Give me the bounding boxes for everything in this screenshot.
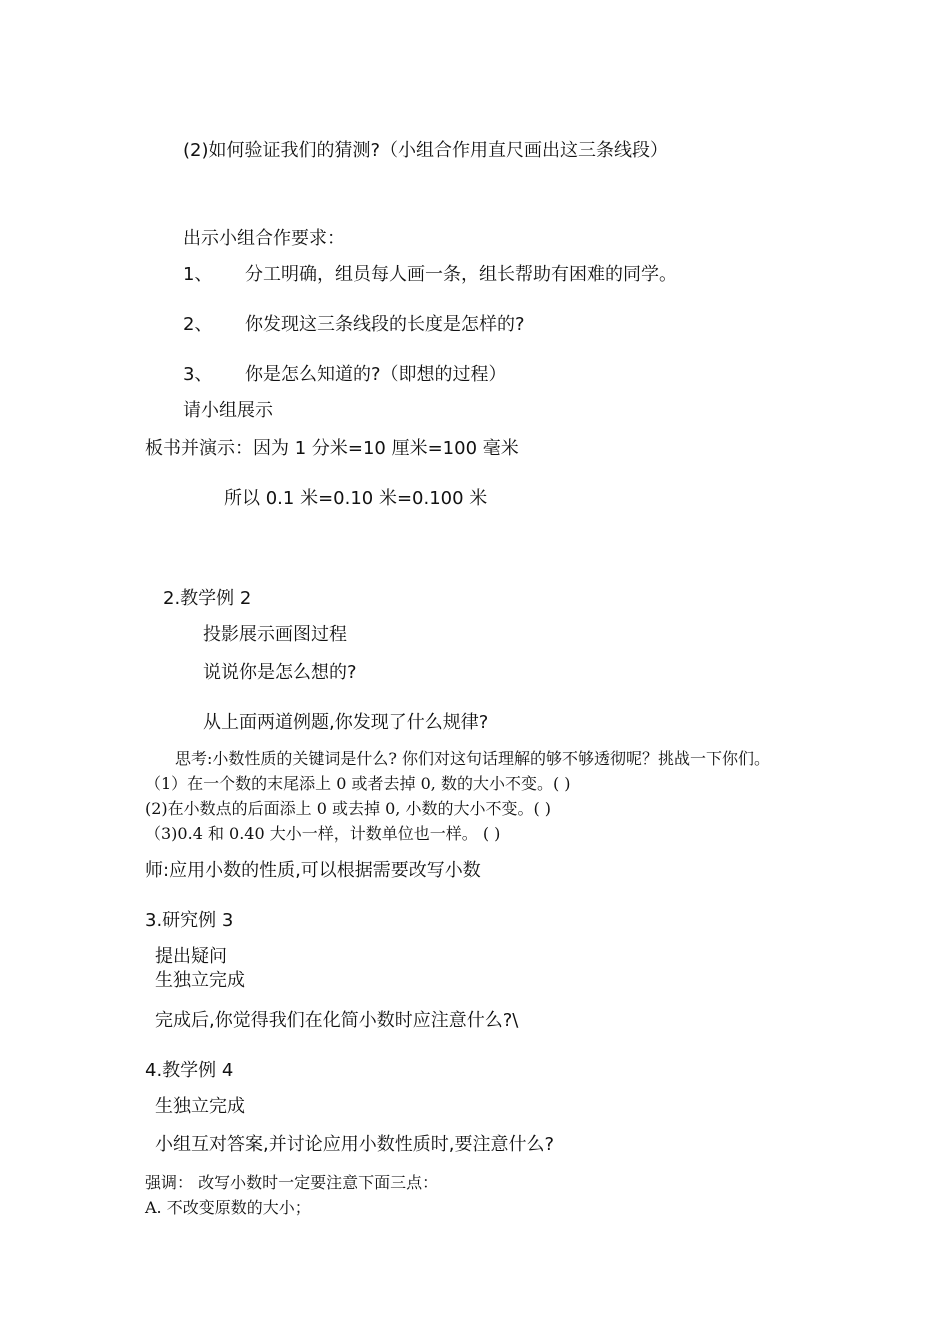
section-heading-example-3: 3.研究例 3	[145, 910, 234, 931]
example-4-line-1: 生独立完成	[155, 1096, 245, 1117]
requirement-number: 1、	[183, 264, 213, 285]
section-heading-example-4: 4.教学例 4	[145, 1060, 234, 1081]
requirement-item-3	[183, 364, 507, 386]
example-3-line-2: 生独立完成	[155, 970, 245, 991]
example-2-line-1: 投影展示画图过程	[203, 624, 347, 645]
group-show: 请小组展示	[183, 400, 273, 421]
judgment-2: (2)在小数点的后面添上 0 或去掉 0, 小数的大小不变。( )	[145, 799, 552, 818]
requirement-text: 你是怎么知道的?（即想的过程）	[245, 364, 507, 385]
requirement-item-1	[183, 264, 677, 286]
requirement-number: 3、	[183, 364, 213, 385]
question-2: (2)如何验证我们的猜测?（小组合作用直尺画出这三条线段）	[183, 140, 669, 161]
section-heading-example-2: 2.教学例 2	[163, 588, 252, 609]
example-4-line-2: 小组互对答案,并讨论应用小数性质时,要注意什么?	[155, 1134, 554, 1155]
example-2-line-3: 从上面两道例题,你发现了什么规律?	[203, 712, 489, 733]
example-2-line-2: 说说你是怎么想的?	[203, 662, 357, 683]
requirement-text: 你发现这三条线段的长度是怎样的?	[245, 314, 525, 335]
example-3-line-1: 提出疑问	[155, 946, 227, 967]
judgment-3: （3)0.4 和 0.40 大小一样，计数单位也一样。 ( )	[145, 824, 501, 843]
judgment-1: （1）在一个数的末尾添上 0 或者去掉 0, 数的大小不变。( )	[145, 774, 571, 793]
board-demo: 板书并演示：因为 1 分米=10 厘米=100 毫米	[145, 438, 519, 459]
point-a: A. 不改变原数的大小；	[145, 1198, 311, 1217]
teacher-note: 师:应用小数的性质,可以根据需要改写小数	[145, 860, 481, 881]
think-prompt: 思考:小数性质的关键词是什么? 你们对这句话理解的够不够透彻呢？挑战一下你们。	[175, 749, 771, 768]
emphasis: 强调： 改写小数时一定要注意下面三点：	[145, 1173, 439, 1192]
requirement-text: 分工明确，组员每人画一条，组长帮助有困难的同学。	[245, 264, 677, 285]
requirement-item-2	[183, 314, 525, 336]
requirements-title: 出示小组合作要求：	[183, 228, 345, 249]
conclusion: 所以 0.1 米=0.10 米=0.100 米	[224, 488, 488, 509]
example-3-line-3: 完成后,你觉得我们在化简小数时应注意什么?\	[155, 1010, 519, 1031]
requirement-number: 2、	[183, 314, 213, 335]
